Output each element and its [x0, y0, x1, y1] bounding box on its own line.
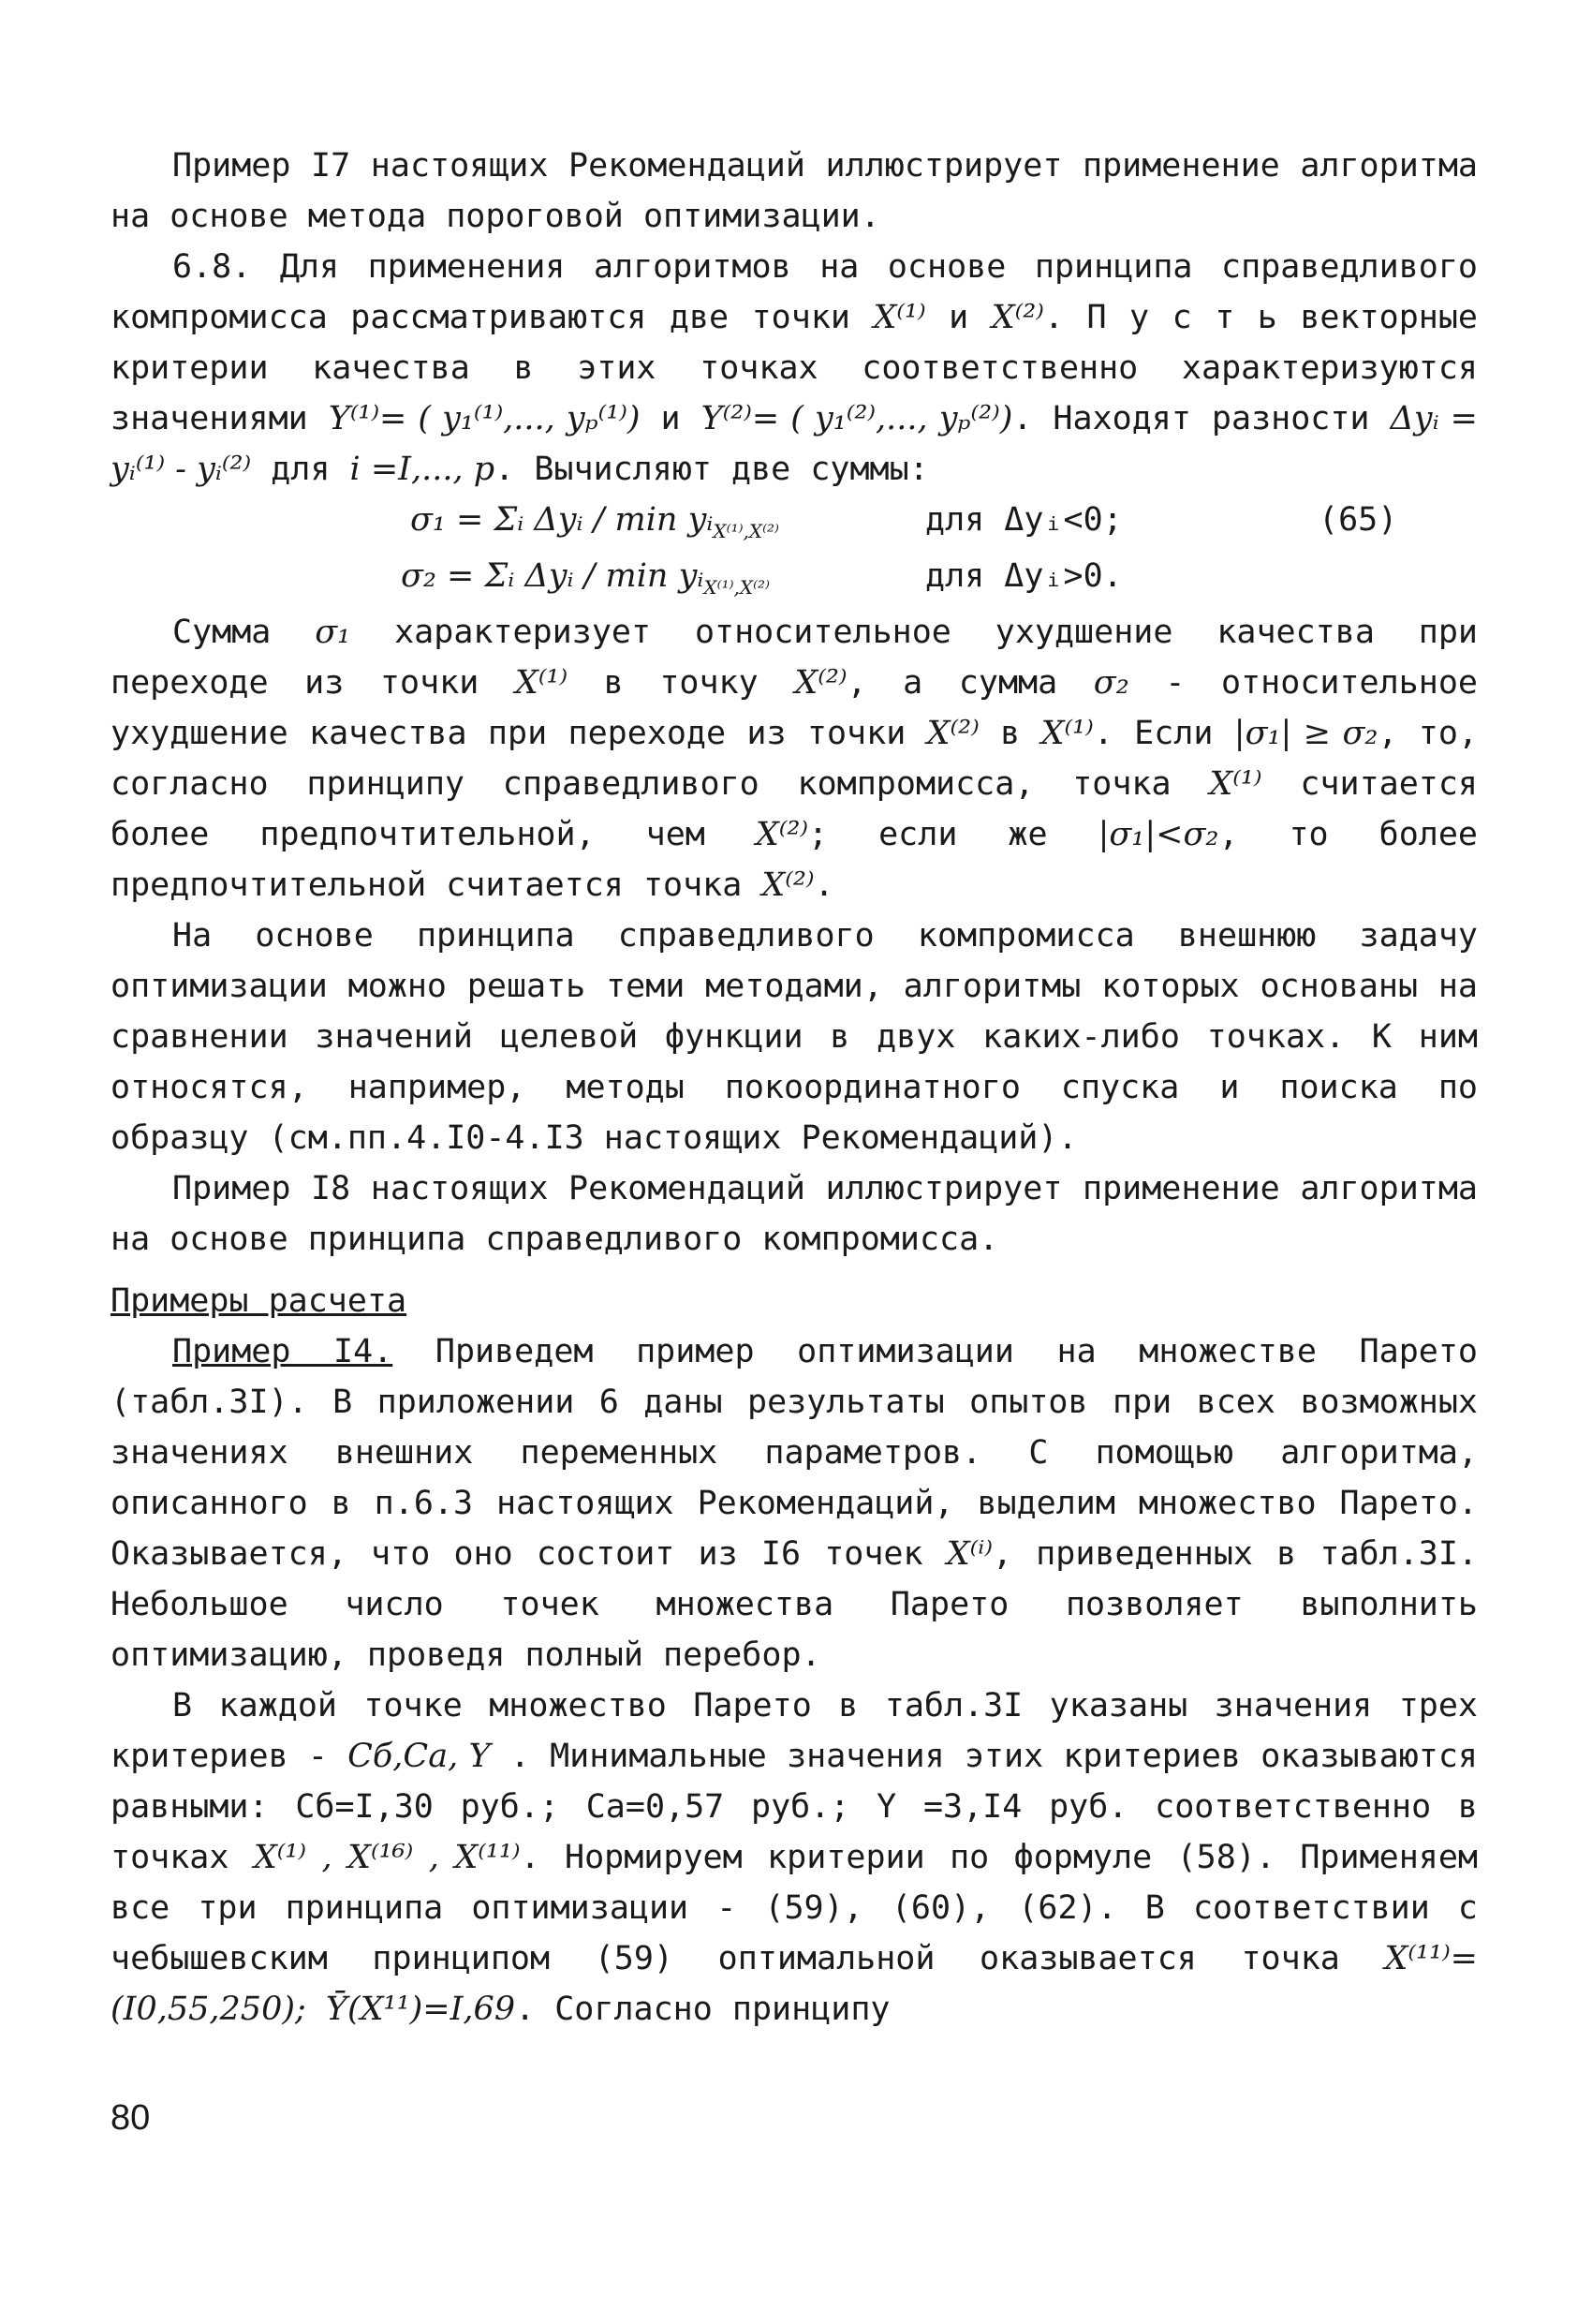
- math-sigma1: σ₁: [315, 614, 351, 651]
- text-span: . Согласно принципу: [515, 1991, 891, 2028]
- math-x2: X⁽²⁾: [926, 715, 980, 752]
- math-condition: |σ₁| ≥ σ₂: [1233, 715, 1378, 752]
- math-points: X⁽¹⁾ , X⁽¹⁶⁾ , X⁽¹¹⁾: [253, 1839, 521, 1876]
- section-heading: Примеры расчета: [111, 1282, 407, 1320]
- formula-sigma1-subscript: X⁽¹⁾,X⁽²⁾: [713, 520, 779, 542]
- text-span: , приведенных в табл.3I. Небольшое число точек множества Парето позволяет выполнить оптимизацию, проведя полный перебор.: [111, 1535, 1478, 1674]
- formula-sigma2: [401, 551, 770, 601]
- math-x1: X⁽¹⁾: [873, 299, 926, 336]
- text-span: в точку: [603, 664, 759, 702]
- math-optimal-point: X⁽¹¹⁾=(I0,55,250);: [111, 1940, 1478, 2028]
- text-span: и: [949, 299, 969, 336]
- example-label: Пример I4.: [172, 1333, 393, 1370]
- math-x1: X⁽¹⁾: [514, 664, 568, 702]
- text-span: и: [660, 400, 681, 437]
- math-x2: X⁽²⁾: [991, 299, 1044, 336]
- math-x1: X⁽¹⁾: [1209, 765, 1262, 803]
- formula-condition-2: для Δyᵢ>0.: [925, 557, 1123, 595]
- formula-65: [111, 495, 1478, 607]
- text-span: , то более предпочтительной считается точка: [111, 816, 1478, 904]
- paragraph-sums: [111, 607, 1478, 910]
- formula-sigma2-expr: σ₂ = Σᵢ Δyᵢ / min yᵢ: [401, 557, 704, 595]
- text-span: в: [1000, 715, 1021, 752]
- text-span: В каждой точке множество Парето в табл.3I указаны значения трех критериев -: [111, 1687, 1478, 1775]
- text-span: . Вычисляют две суммы:: [494, 451, 929, 488]
- document-page: [111, 141, 1478, 2035]
- math-normalized-value: Ȳ(X¹¹)=I,69: [325, 1991, 516, 2028]
- math-index-range: i =I,..., p: [349, 451, 495, 488]
- math-xi: X⁽ⁱ⁾: [946, 1535, 993, 1573]
- paragraph-example-18: Пример I8 настоящих Рекомендаций иллюстрирует применение алгоритма на основе принципа справедливого компромисса.: [111, 1170, 1478, 1258]
- text-span: считается более предпочтительной, чем: [111, 765, 1479, 853]
- text-span: ; если же: [808, 816, 1048, 853]
- page-number: 80: [111, 2098, 151, 2138]
- text-span: соответственно в точках: [111, 1788, 1478, 1876]
- formula-sigma1-expr: σ₁ = Σᵢ Δyᵢ / min yᵢ: [410, 501, 714, 539]
- text-span: . Если: [1093, 715, 1214, 752]
- math-sigma2: σ₂: [1093, 664, 1129, 702]
- paragraph-compromise: На основе принципа справедливого компромисса внешнюю задачу оптимизации можно решать теми методами, алгоритмы которых основаны на сравнении значений целевой функции в двух каких-либо точках. К ним относятся, например, методы покоординатного спуска и поиска по образцу (см.пп.4.I0-4.I3 настоящих Рекомендаций).: [111, 917, 1478, 1157]
- math-criteria: Cб,Cа, Y: [347, 1738, 491, 1775]
- text-span: .: [814, 866, 834, 904]
- math-x2: X⁽²⁾: [761, 866, 815, 904]
- paragraph-6-8: [111, 242, 1478, 495]
- criteria-minimum-values: Cб=I,30 руб.; Cа=0,57 руб.; Y =3,I4 руб.: [295, 1788, 1128, 1826]
- math-x2: X⁽²⁾: [755, 816, 809, 853]
- text-span: , а сумма: [847, 664, 1058, 702]
- formula-number: (65): [1319, 501, 1398, 539]
- math-x2: X⁽²⁾: [794, 664, 848, 702]
- text-span: 6.8. Для применения алгоритмов на основе принципа справедливого компромисса рассматриваются две точки: [111, 248, 1478, 336]
- formula-condition-1: для Δyᵢ<0;: [925, 501, 1123, 539]
- math-condition: |σ₁|<σ₂: [1098, 816, 1219, 853]
- math-x1: X⁽¹⁾: [1040, 715, 1094, 752]
- text-span: . Нормируем критерии по формуле (58). Применяем все три принципа оптимизации - (59), (60), (62). В соответствии с чебышевским принципом (59) оптимальной оказывается точка: [111, 1839, 1478, 1977]
- text-span: . П у с т ь векторные критерии качества в этих точках соответственно характеризуются значениями: [111, 299, 1478, 437]
- text-span: . Находят разности: [1012, 400, 1370, 437]
- text-span: - относительное ухудшение качества при переходе из точки: [111, 664, 1478, 752]
- text-span: . Минимальные значения этих критериев оказываются равными:: [111, 1738, 1478, 1826]
- paragraph-example-17: Пример I7 настоящих Рекомендаций иллюстрирует применение алгоритма на основе метода пороговой оптимизации.: [111, 147, 1478, 235]
- text-span: для: [271, 451, 331, 488]
- text-span: характеризует относительное ухудшение качества при переходе из точки: [111, 614, 1479, 702]
- math-y1-vector: Y⁽¹⁾= ( y₁⁽¹⁾,..., yₚ⁽¹⁾): [328, 400, 641, 437]
- paragraph-criteria: [111, 1680, 1478, 2035]
- math-y2-vector: Y⁽²⁾= ( y₁⁽²⁾,..., yₚ⁽²⁾): [700, 400, 1013, 437]
- formula-sigma2-subscript: X⁽¹⁾,X⁽²⁾: [703, 576, 770, 599]
- text-span: Сумма: [172, 614, 272, 651]
- text-span: , то, согласно принципу справедливого компромисса, точка: [111, 715, 1479, 803]
- formula-sigma1: [410, 495, 779, 545]
- text-span: Приведем пример оптимизации на множестве Парето (табл.3I). В приложении 6 даны результаты опытов при всех возможных значениях внешних переменных параметров. С помощью алгоритма, описанного в п.6.3 настоящих Рекомендаций, выделим множество Парето. Оказывается, что оно состоит из I6 точек: [111, 1333, 1478, 1573]
- paragraph-example-14: [111, 1326, 1478, 1680]
- math-difference: Δyᵢ = yᵢ⁽¹⁾ - yᵢ⁽²⁾: [111, 400, 1478, 488]
